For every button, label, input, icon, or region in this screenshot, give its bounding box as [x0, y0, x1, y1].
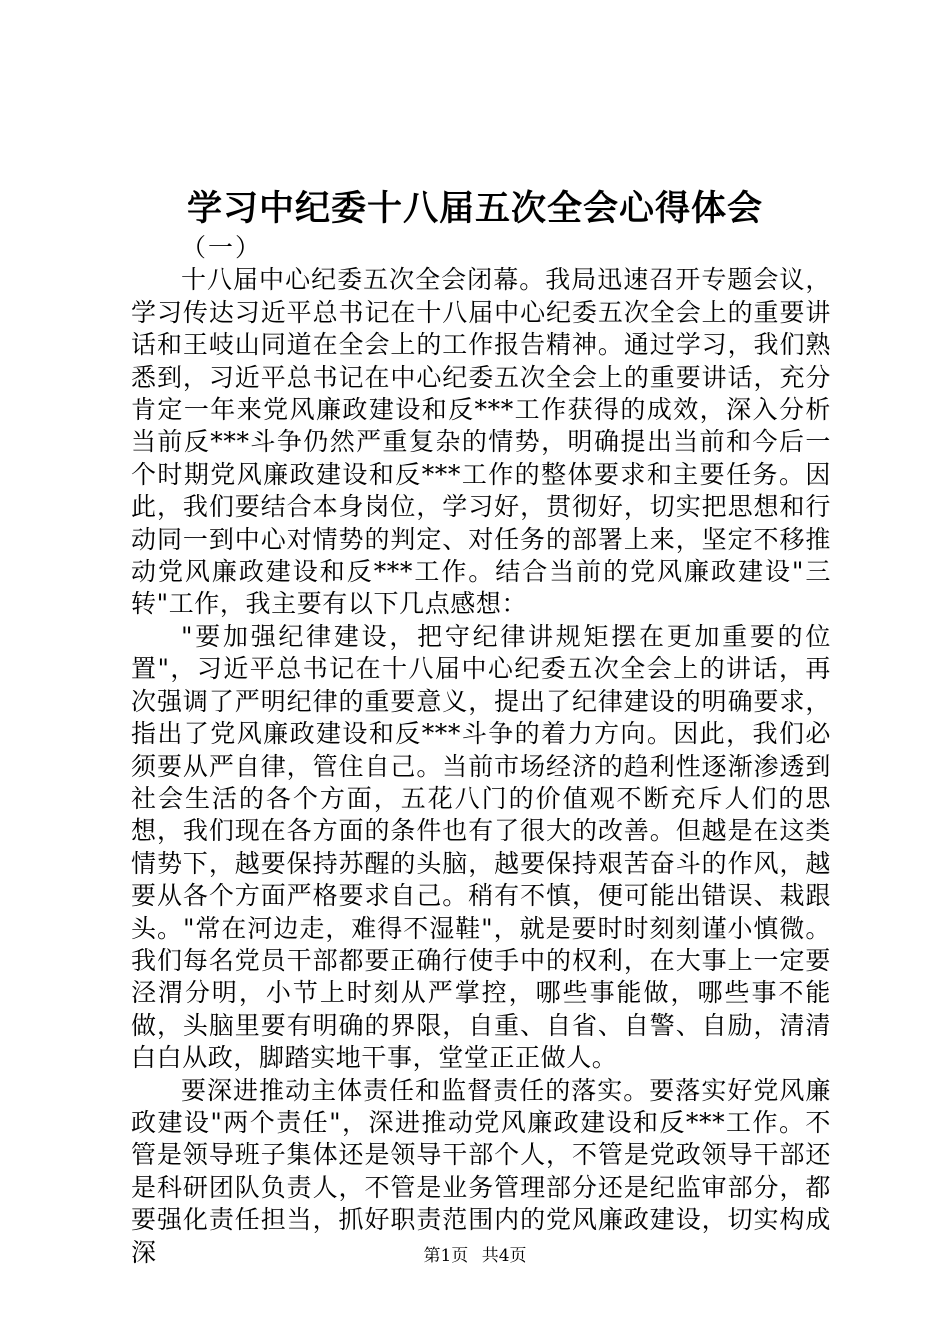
page-number: 第1页 — [423, 1246, 469, 1266]
page-footer — [0, 1244, 950, 1268]
paragraph-2: "要加强纪律建设，把守纪律讲规矩摆在更加重要的位置"，习近平总书记在十八届中心纪委五次全会上的讲话，再次强调了严明纪律的重要意义，提出了纪律建设的明确要求，指出了党风廉政建设和反***斗争的着力方向。因此，我们必须要从严自律，管住自己。当前市场经济的趋利性逐渐渗透到社会生活的各个方面，五花八门的价值观不断充斥人们的思想，我们现在各方面的条件也有了很大的改善。但越是在这类情势下，越要保持苏醒的头脑，越要保持艰苦奋斗的作风，越要从各个方面严格要求自己。稍有不慎，便可能出错误、栽跟头。"常在河边走，难得不湿鞋"，就是要时时刻刻谨小慎微。我们每名党员干部都要正确行使手中的权利，在大事上一定要泾渭分明，小节上时刻从严掌控，哪些事能做，哪些事不能做，头脑里要有明确的界限，自重、自省、自警、自励，清清白白从政，脚踏实地干事，堂堂正正做人。 — [131, 621, 831, 1073]
document-title: 学习中纪委十八届五次全会心得体会 — [186, 188, 763, 229]
paragraph-3: 要深进推动主体责任和监督责任的落实。要落实好党风廉政建设"两个责任"，深进推动党风廉政建设和反***工作。不管是领导班子集体还是领导干部个人，不管是党政领导干部还是科研团队负责人，不管是业务管理部分还是纪监审部分，都要强化责任担当，抓好职责范围内的党风廉政建设，切实构成深 — [131, 1075, 831, 1267]
section-mark: （一） — [181, 233, 263, 262]
page-total: 共4页 — [481, 1246, 527, 1266]
document-body — [131, 232, 831, 1269]
paragraph-1: 十八届中心纪委五次全会闭幕。我局迅速召开专题会议，学习传达习近平总书记在十八届中心纪委五次全会上的重要讲话和王岐山同道在全会上的工作报告精神。通过学习，我们熟悉到，习近平总书记在中心纪委五次全会上的重要讲话，充分肯定一年来党风廉政建设和反***工作获得的成效，深入分析当前反***斗争仍然严重复杂的情势，明确提出当前和今后一个时期党风廉政建设和反***工作的整体要求和主要任务。因此，我们要结合本身岗位，学习好，贯彻好，切实把思想和行动同一到中心对情势的判定、对任务的部署上来，坚定不移推动党风廉政建设和反***工作。结合当前的党风廉政建设"三转"工作，我主要有以下几点感想： — [131, 265, 831, 619]
